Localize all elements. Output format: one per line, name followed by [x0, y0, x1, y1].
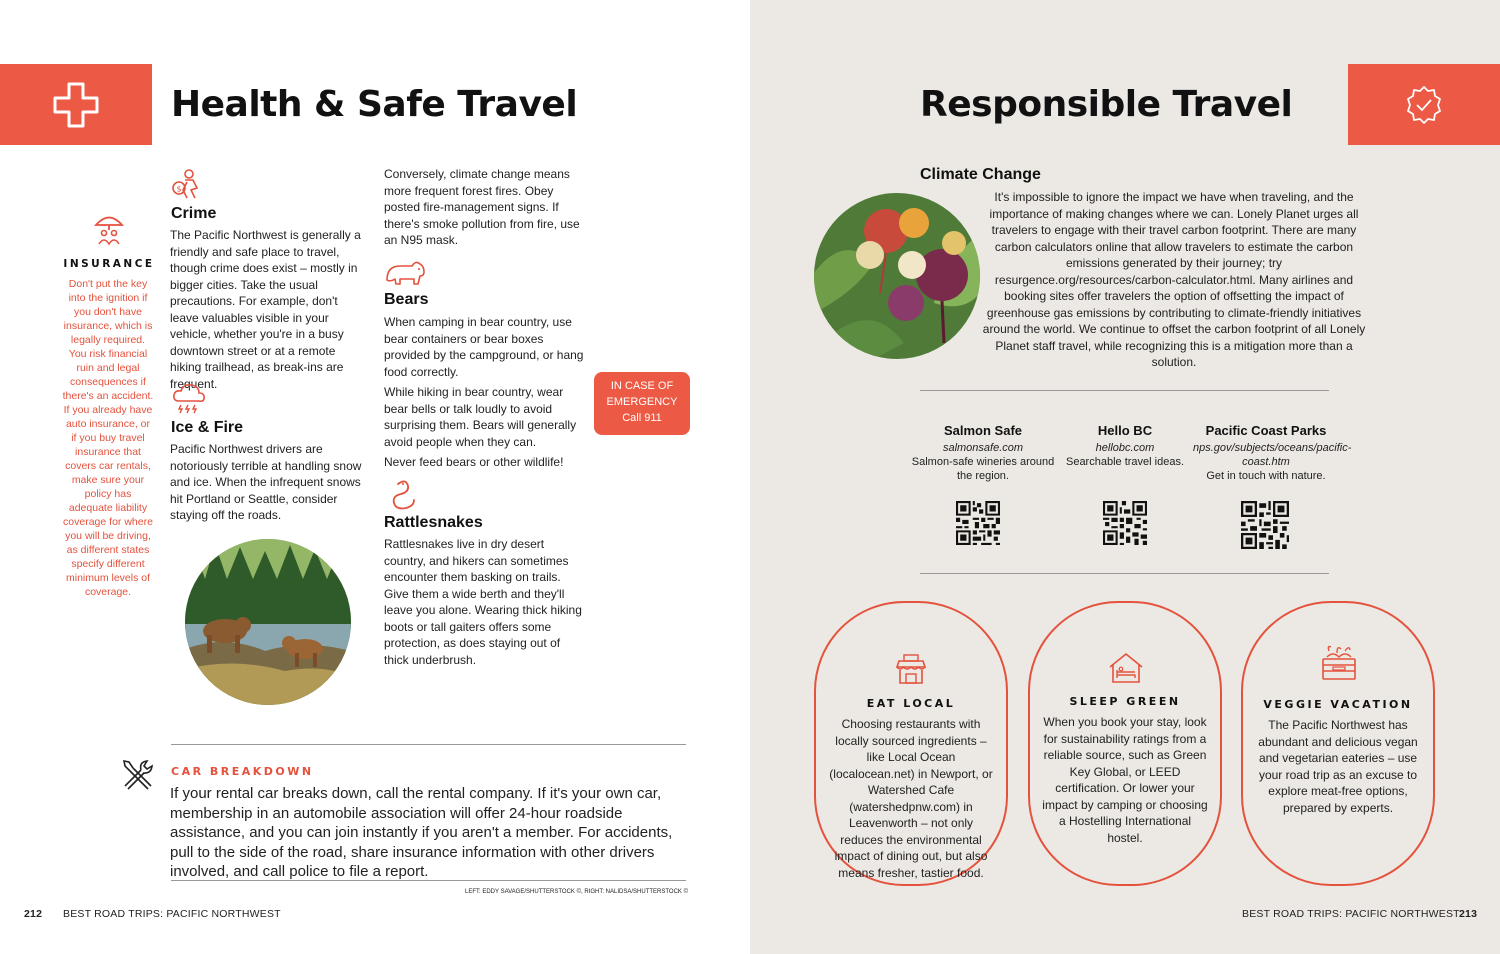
- page-title: Responsible Travel: [920, 84, 1293, 125]
- responsible-header-block: [1348, 64, 1500, 145]
- snake-icon: [384, 478, 418, 512]
- ice-fire-continued: Conversely, climate change means more frequent forest fires. Obey posted fire-management signs. If there's smoke pollution from fire, use an N95 mask.: [384, 167, 580, 247]
- emergency-badge: [594, 372, 690, 435]
- qr-code-icon[interactable]: [956, 501, 1000, 545]
- tip-body: The Pacific Northwest has abundant and delicious vegan and vegetarian eateries – use your road trip as an excuse to explore meat-free options, prepared by experts.: [1258, 718, 1418, 815]
- medical-cross-icon: [51, 80, 101, 130]
- check-badge-icon: [1403, 84, 1445, 126]
- house-bed-icon: [1108, 651, 1144, 685]
- resource-desc: Salmon-safe wineries around the region.: [911, 456, 1055, 482]
- vegetables-photo: [814, 193, 980, 359]
- tip-title: VEGGIE VACATION: [1263, 698, 1413, 711]
- resource-pacific-coast-parks: [1193, 423, 1352, 483]
- crime-heading: Crime: [171, 205, 217, 222]
- footer-title-left: BEST ROAD TRIPS: PACIFIC NORTHWEST: [63, 908, 281, 920]
- thief-icon: [171, 168, 205, 200]
- car-breakdown-heading: CAR BREAKDOWN: [171, 765, 314, 778]
- climate-heading: Climate Change: [920, 166, 1041, 183]
- ice-fire-body: Pacific Northwest drivers are notoriously terrible at handling snow and ice. When the infrequent snows hit Portland or Seattle, consider staying off the roads.: [170, 442, 362, 522]
- bears-p2: While hiking in bear country, wear bear bells or talk loudly to avoid surprising them. Bears will generally avoid people when they can.: [384, 385, 577, 449]
- divider: [171, 880, 686, 881]
- health-header-block: [0, 64, 152, 145]
- resource-hello-bc: [1050, 423, 1200, 469]
- bears-p1: When camping in bear country, use bear containers or bear boxes provided by the campground, or hang food correctly.: [384, 315, 584, 379]
- bear-icon: [384, 258, 426, 290]
- resource-url[interactable]: nps.gov/subjects/oceans/pacific-coast.htm: [1193, 442, 1352, 468]
- divider: [920, 390, 1329, 391]
- page-number-right: 213: [1459, 908, 1478, 920]
- page-title: Health & Safe Travel: [171, 84, 578, 125]
- qr-code-icon[interactable]: [1241, 501, 1289, 549]
- resource-desc: Get in touch with nature.: [1206, 470, 1326, 482]
- bears-photo: [185, 539, 351, 705]
- right-page: [750, 0, 1500, 954]
- svg-text:$: $: [176, 184, 182, 194]
- bears-p3: Never feed bears or other wildlife!: [384, 455, 564, 469]
- resource-salmon-safe: [908, 423, 1058, 483]
- qr-code-icon[interactable]: [1103, 501, 1147, 545]
- resource-title: Pacific Coast Parks: [1205, 423, 1327, 438]
- storm-cloud-icon: [171, 381, 207, 415]
- crime-body: The Pacific Northwest is generally a friendly and safe place to travel, though crime does exist – mostly in bigger cities. Take the usual precautions. For example, don't leave valuables visible in your vehicle, whether you're in a busy downtown street or at a remote hiking trailhead, as break-ins are frequent.: [170, 228, 361, 391]
- ice-fire-heading: Ice & Fire: [171, 419, 244, 436]
- resource-title: Hello BC: [1097, 423, 1153, 438]
- car-breakdown-body: If your rental car breaks down, call the rental company. If it's your own car, membership in an automobile association will offer 24-hour roadside assistance, and you can join instantly if you aren't a member. For accidents, pull to the side of the road, share insurance information with other drivers involved, and call police to file a report.: [170, 785, 673, 880]
- bears-heading: Bears: [384, 291, 429, 308]
- emergency-line3: Call 911: [622, 412, 662, 424]
- resource-url[interactable]: hellobc.com: [1095, 442, 1155, 454]
- footer-title-right: BEST ROAD TRIPS: PACIFIC NORTHWEST: [1242, 908, 1460, 920]
- tip-body: Choosing restaurants with locally sourced ingredients – like Local Ocean (localocean.net) in Newport, or Watershed Cafe (watershedpnw.com) in Leavenworth – not only reduces the environmental impact of dining out, but also means fresher, tastier food.: [829, 717, 993, 880]
- rattlesnakes-body: Rattlesnakes live in dry desert country, and hikers can sometimes encounter them basking on trails. Give them a wide berth and they'll leave you alone. Wearing thick hiking boots or tall gaiters offers some protection, as does staying out of thick underbrush.: [384, 537, 582, 667]
- tip-title: SLEEP GREEN: [1069, 695, 1181, 708]
- tip-sleep-green: [1028, 601, 1222, 886]
- emergency-line1: IN CASE OF: [610, 380, 674, 392]
- divider: [920, 573, 1329, 574]
- resource-url[interactable]: salmonsafe.com: [942, 442, 1024, 454]
- resource-desc: Searchable travel ideas.: [1065, 456, 1184, 468]
- umbrella-family-icon: [93, 210, 125, 246]
- insurance-heading: INSURANCE: [63, 258, 155, 270]
- climate-body: It's impossible to ignore the impact we have when traveling, and the importance of making changes where we can. Lonely Planet urges all travelers to engage with their travel carbon footprint. There are many carbon calculators online that allow travelers to estimate the carbon emissions generated by their journey; try resurgence.org/resources/carbon-calculator.html. Many airlines and booking sites offer travelers the option of offsetting the impact of greenhouse gas emissions by contributing to climate-friendly initiatives around the world. We continue to offset the carbon footprint of all Lonely Planet staff travel, while recognizing this is a mitigation more than a solution.: [982, 190, 1366, 369]
- emergency-line2: EMERGENCY: [606, 396, 678, 408]
- tip-title: EAT LOCAL: [866, 697, 956, 710]
- page-number-left: 212: [24, 908, 43, 920]
- photo-credit: LEFT: EDDY SAVAGE/SHUTTERSTOCK ©, RIGHT: NALIDSA/SHUTTERSTOCK ©: [465, 889, 688, 895]
- resource-title: Salmon Safe: [943, 423, 1023, 438]
- market-stall-icon: [894, 653, 928, 685]
- tip-body: When you book your stay, look for sustainability ratings from a reliable source, such as Green Key Global, or LEED certification. Or lower your impact by camping or choosing a Hostelling International hostel.: [1042, 715, 1208, 845]
- tools-icon: [121, 758, 155, 792]
- rattlesnakes-heading: Rattlesnakes: [384, 514, 483, 531]
- divider: [171, 744, 686, 745]
- tip-veggie-vacation: [1241, 601, 1435, 886]
- tip-eat-local: [814, 601, 1008, 886]
- veggie-crate-icon: [1319, 643, 1359, 683]
- insurance-body: Don't put the key into the ignition if you don't have insurance, which is legally required. You risk financial ruin and legal consequences if there's an accident. If you already have auto insurance, or if you buy travel insurance that covers car rentals, make sure your policy has adequate liability coverage for where you will be driving, as different states specify different minimum levels of coverage.: [62, 278, 154, 598]
